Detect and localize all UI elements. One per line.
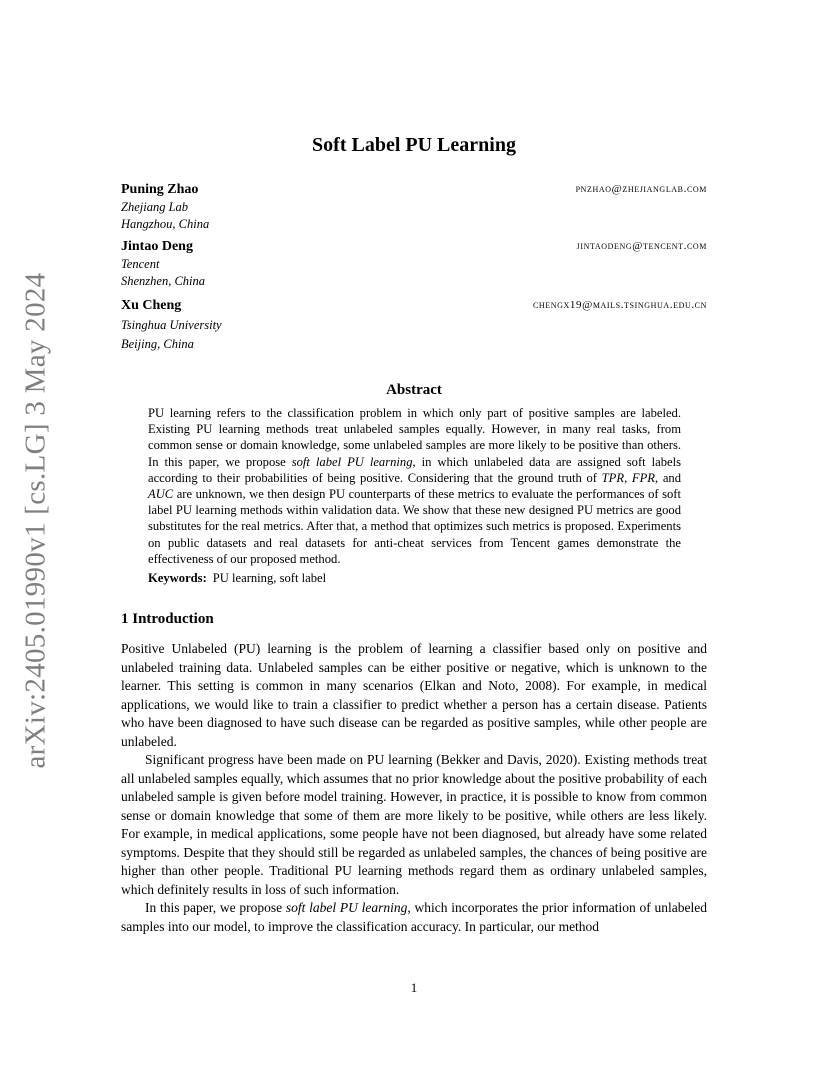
abstract-text-part: are unknown, we then design PU counterparts of these metrics to evaluate the performances of soft label PU learning methods within validation data. We show that these new designed PU metrics are good substitutes for the real metrics. After that, a method that optimizes such metrics is proposed. Experiments on public datasets and real datasets for anti-cheat services from Tencent games demonstrate the effectiveness of our proposed method. (148, 487, 681, 566)
section-heading-introduction: 1 Introduction (121, 611, 214, 627)
keywords-line (148, 571, 326, 586)
author-name: Puning Zhao (121, 182, 199, 197)
author-affiliation: Tsinghua University (121, 318, 222, 332)
abstract-separator: , (624, 470, 632, 485)
paragraph (121, 899, 707, 936)
author-block-2 (121, 238, 707, 290)
paragraph-emphasis: soft label PU learning (285, 900, 408, 915)
paragraph: Significant progress have been made on PU learning (Bekker and Davis, 2020). Existing methods treat all unlabeled samples equally, which assumes that no prior knowledge about the positive probability of each unlabeled sample is given before model training. However, in practice, it is possible to know from common sense or domain knowledge that some of them are more likely to be positive, while others are less likely. For example, in medical applications, some people have not been diagnosed, but already have some related symptoms. Despite that they should still be regarded as unlabeled samples, the chances of being positive are higher than other people. Traditional PU learning methods regard them as ordinary unlabeled samples, which definitely results in loss of such information. (121, 752, 707, 897)
paragraph-text-part: , which incorporates the prior information of unlabeled samples into our model, to improve the classification accuracy. In particular, our method (121, 900, 707, 934)
author-block-1 (121, 181, 707, 233)
paragraph-text-part: In this paper, we propose (145, 900, 286, 915)
keywords-value: PU learning, soft label (212, 571, 327, 585)
abstract-emphasis: soft label PU learning (291, 454, 413, 469)
abstract-separator: , and (655, 470, 682, 485)
introduction-body (121, 640, 707, 936)
author-email: chengx19@mails.tsinghua.edu.cn (532, 299, 707, 311)
arxiv-identifier-stamp (14, 272, 58, 768)
abstract-heading: Abstract (386, 382, 442, 398)
author-location: Shenzhen, China (121, 274, 206, 288)
abstract-text (148, 405, 681, 567)
author-name: Jintao Deng (121, 239, 193, 254)
keywords-label: Keywords: (148, 571, 207, 585)
author-location: Beijing, China (121, 337, 194, 351)
abstract-text-part: PU learning refers to the classification problem in which only part of positive samples are labeled. Existing PU learning methods treat unlabeled samples equally. However, in many real tasks, from common sense or domain knowledge, some unlabeled samples are more likely to be positive than others. In this paper, we propose (148, 406, 681, 469)
author-affiliation: Zhejiang Lab (121, 200, 189, 214)
author-location: Hangzhou, China (121, 217, 210, 231)
author-name: Xu Cheng (121, 298, 182, 313)
paper-title: Soft Label PU Learning (312, 134, 516, 156)
arxiv-identifier-text: arXiv:2405.01990v1 [cs.LG] 3 May 2024 (19, 272, 52, 768)
metric-fpr: FPR (631, 470, 655, 485)
author-email: pnzhao@zhejianglab.com (575, 183, 707, 195)
abstract-text-part: , in which unlabeled data are assigned soft labels according to their probabilities of being positive. Considering that the ground truth of (148, 454, 681, 485)
author-block-3 (121, 297, 707, 353)
page-number: 1 (410, 980, 418, 995)
author-affiliation: Tencent (121, 257, 160, 271)
author-email: jintaodeng@tencent.com (576, 240, 707, 252)
metric-auc: AUC (148, 487, 174, 502)
paragraph: Positive Unlabeled (PU) learning is the problem of learning a classifier based only on positive and unlabeled training data. Unlabeled samples can be either positive or negative, which is unknown to the learner. This setting is common in many scenarios (Elkan and Noto, 2008). For example, in medical applications, we would like to train a classifier to predict whether a person has a certain disease. Patients who have been diagnosed to have such disease can be regarded as positive samples, while other people are unlabeled. (121, 641, 707, 749)
metric-tpr: TPR (601, 470, 625, 485)
